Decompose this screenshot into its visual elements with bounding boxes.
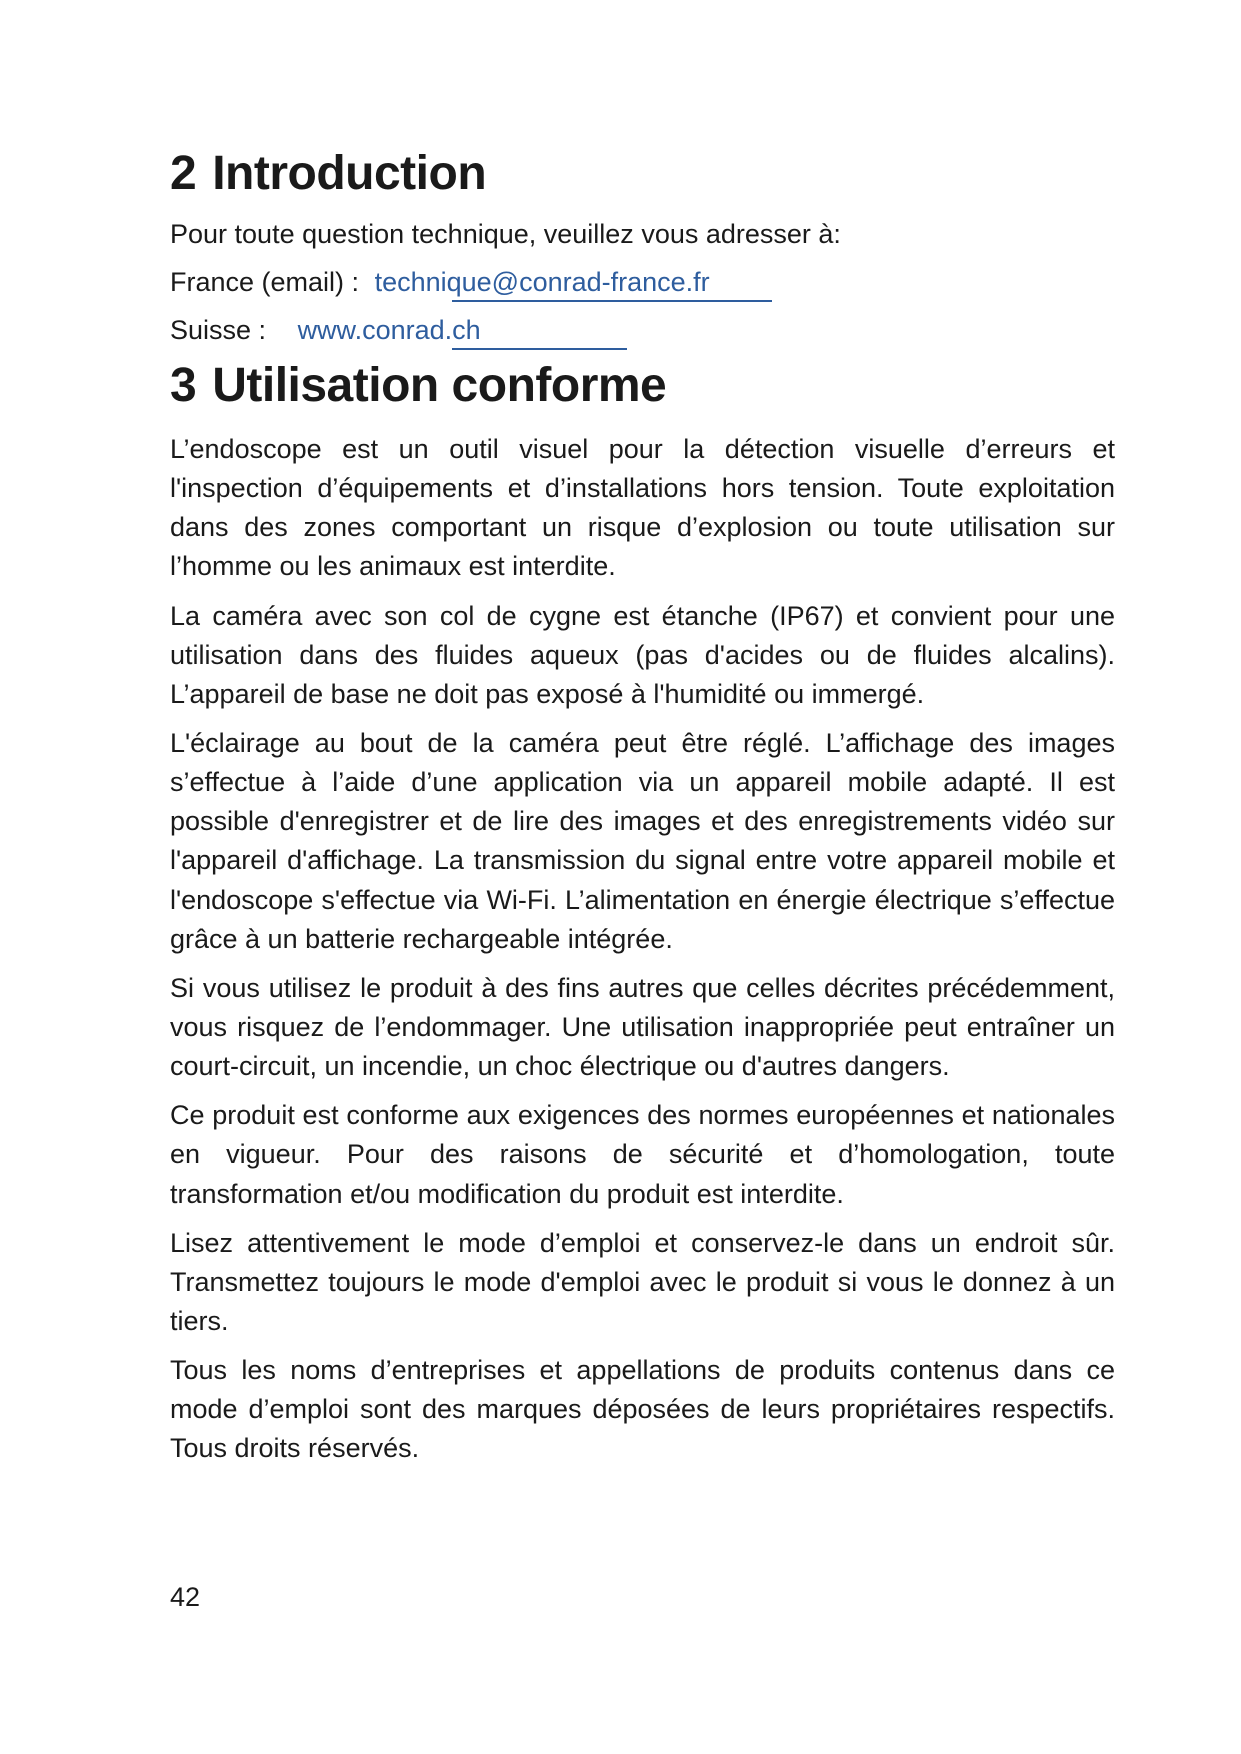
website-link[interactable]: www.conrad.ch	[297, 315, 481, 345]
contact-label: France (email) :	[170, 267, 360, 297]
section-heading-introduction	[170, 147, 1115, 200]
contact-block	[170, 218, 1115, 348]
contact-line-france	[170, 266, 1115, 300]
contact-line-suisse	[170, 314, 1115, 348]
section-title: Introduction	[212, 147, 487, 200]
link-underline	[452, 348, 627, 350]
paragraph: Si vous utilisez le produit à des fins autres que celles décrites précédemment, vous risquez de l’endommager. Une utilisation inappropriée peut entraîner un court-circuit, un incendie, un choc électrique ou d'autres dangers.	[170, 972, 1115, 1082]
section-heading-usage	[170, 359, 1115, 412]
paragraph: La caméra avec son col de cygne est étanche (IP67) et convient pour une utilisation dans des fluides aqueux (pas d'acides ou de fluides alcalins). L’appareil de base ne doit pas exposé à l'humidité ou immergé.	[170, 600, 1115, 709]
section-number: 3	[170, 359, 197, 412]
paragraph: Lisez attentivement le mode d’emploi et conservez-le dans un endroit sûr. Transmettez toujours le mode d'emploi avec le produit si vous le donnez à un tiers.	[170, 1227, 1115, 1336]
paragraph: Tous les noms d’entreprises et appellations de produits contenus dans ce mode d’emploi sont des marques déposées de leurs propriétaires respectifs. Tous droits réservés.	[170, 1355, 1115, 1464]
section-title: Utilisation conforme	[212, 359, 667, 412]
paragraph: L'éclairage au bout de la caméra peut être réglé. L’affichage des images s’effectue à l’aide d’une application via un appareil mobile adapté. Il est possible d'enregistrer et de lire des images et des enregistrements vidéo sur l'appareil d'affichage. La transmission du signal entre votre appareil mobile et l'endoscope s'effectue via Wi-Fi. L’alimentation en énergie électrique s’effectue grâce à un batterie rechargeable intégrée.	[170, 727, 1115, 954]
document-page	[170, 147, 1115, 1479]
paragraph: L’endoscope est un outil visuel pour la détection visuelle d’erreurs et l'inspection d’équipements et d’installations hors tension. Toute exploitation dans des zones comportant un risque d’explosion ou toute utilisation sur l’homme ou les animaux est interdite.	[170, 434, 1115, 582]
page-number: 42	[170, 1582, 201, 1612]
email-link[interactable]: technique@conrad-france.fr	[374, 267, 710, 297]
paragraph: Ce produit est conforme aux exigences des normes européennes et nationales en vigueur. Pour des raisons de sécurité et d’homologation, toute transformation et/ou modification du produit est interdite.	[170, 1100, 1115, 1209]
section-number: 2	[170, 147, 197, 200]
contact-lead: Pour toute question technique, veuillez vous adresser à:	[170, 219, 841, 249]
usage-body	[170, 430, 1115, 1469]
contact-label: Suisse :	[170, 315, 267, 345]
link-underline	[452, 300, 772, 302]
